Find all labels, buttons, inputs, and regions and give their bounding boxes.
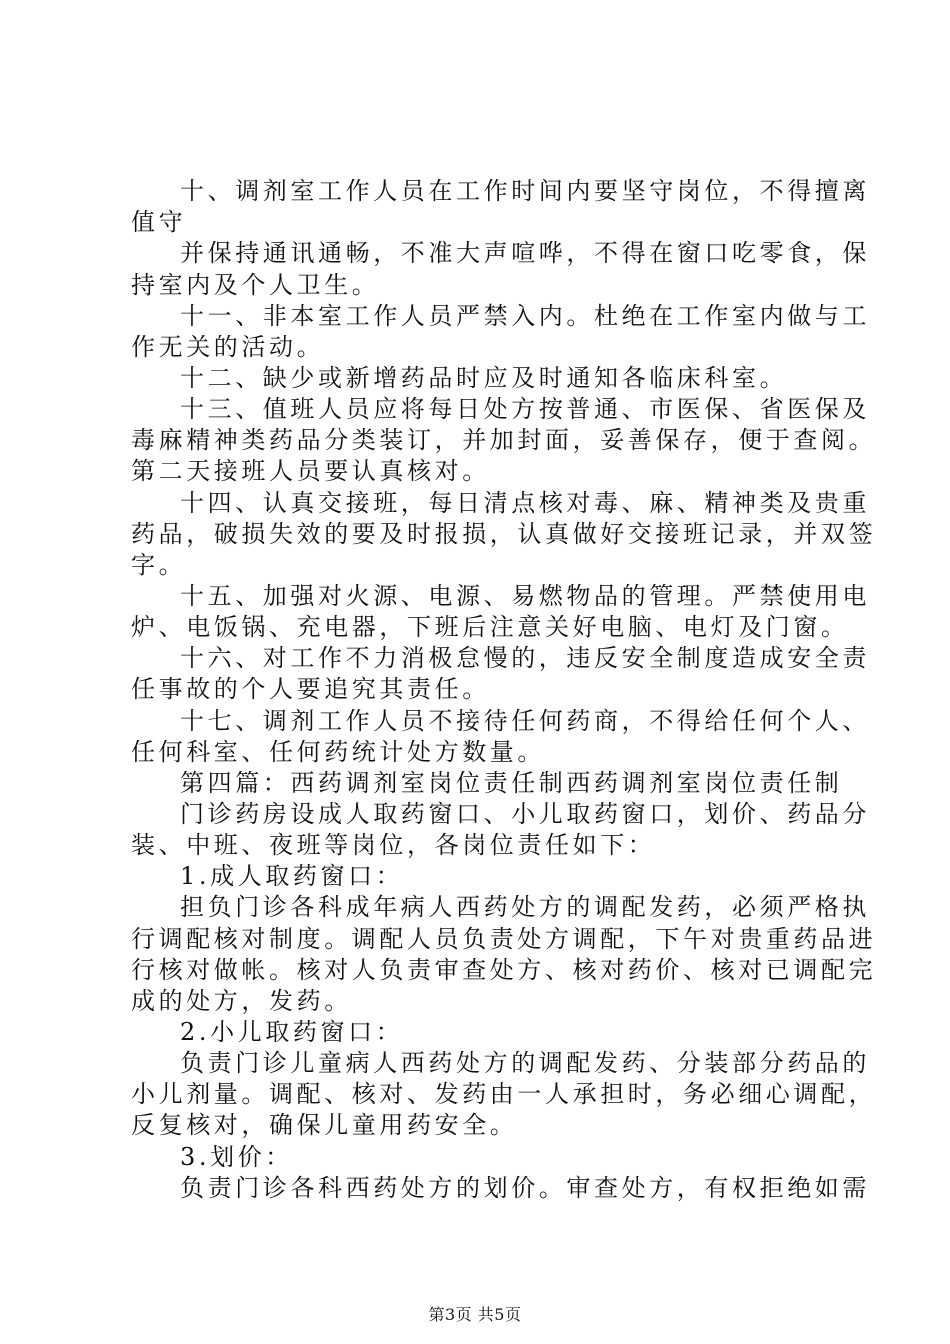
text-line: 十七、调剂工作人员不接待任何药商，不得给任何个人、 (180, 707, 870, 735)
text-line: 持室内及个人卫生。 (131, 271, 380, 299)
text-line: 并保持通讯通畅，不准大声喧哗，不得在窗口吃零食，保 (180, 239, 870, 267)
text-line: 2.小儿取药窗口： (180, 1018, 404, 1046)
text-line: 药品，破损失效的要及时报损，认真做好交接班记录，并双签 (131, 520, 877, 548)
text-line: 任何科室、任何药统计处方数量。 (131, 738, 545, 766)
text-line: 十、调剂室工作人员在工作时间内要坚守岗位，不得擅离 (180, 177, 870, 205)
text-line: 反复核对，确保儿童用药安全。 (131, 1111, 518, 1139)
text-line: 十五、加强对火源、电源、易燃物品的管理。严禁使用电 (180, 582, 870, 610)
text-line: 3.划价： (180, 1143, 293, 1171)
text-line: 1.成人取药窗口： (180, 862, 404, 890)
text-line: 十一、非本室工作人员严禁入内。杜绝在工作室内做与工 (180, 302, 870, 330)
text-line: 成的处方，发药。 (131, 987, 352, 1015)
text-line: 担负门诊各科成年病人西药处方的调配发药，必须严格执 (180, 893, 870, 921)
text-line: 第二天接班人员要认真核对。 (131, 457, 490, 485)
text-line: 小儿剂量。调配、核对、发药由一人承担时，务必细心调配， (131, 1080, 877, 1108)
text-line: 字。 (131, 551, 187, 579)
text-line: 毒麻精神类药品分类装订，并加封面，妥善保存，便于查阅。 (131, 426, 877, 454)
text-line: 十二、缺少或新增药品时应及时通知各临床科室。 (180, 364, 788, 392)
text-line: 第四篇：西药调剂室岗位责任制西药调剂室岗位责任制 (180, 769, 843, 797)
text-line: 十四、认真交接班，每日清点核对毒、麻、精神类及贵重 (180, 489, 870, 517)
text-line: 负责门诊各科西药处方的划价。审查处方，有权拒绝如需 (180, 1174, 870, 1202)
text-line: 作无关的活动。 (131, 333, 325, 361)
text-line: 装、中班、夜班等岗位，各岗位责任如下： (131, 831, 656, 859)
text-line: 负责门诊儿童病人西药处方的调配发药、分装部分药品的 (180, 1049, 870, 1077)
text-line: 值守 (131, 208, 187, 236)
text-line: 炉、电饭锅、充电器，下班后注意关好电脑、电灯及门窗。 (131, 613, 849, 641)
text-line: 行核对做帐。核对人负责审查处方、核对药价、核对已调配完 (131, 956, 877, 984)
text-line: 门诊药房设成人取药窗口、小儿取药窗口，划价、药品分 (180, 800, 870, 828)
text-line: 行调配核对制度。调配人员负责处方调配，下午对贵重药品进 (131, 925, 877, 953)
text-line: 任事故的个人要追究其责任。 (131, 675, 490, 703)
page-number-footer: 第3页 共5页 (428, 1305, 522, 1324)
text-line: 十三、值班人员应将每日处方按普通、市医保、省医保及 (180, 395, 870, 423)
text-line: 十六、对工作不力消极怠慢的，违反安全制度造成安全责 (180, 644, 870, 672)
